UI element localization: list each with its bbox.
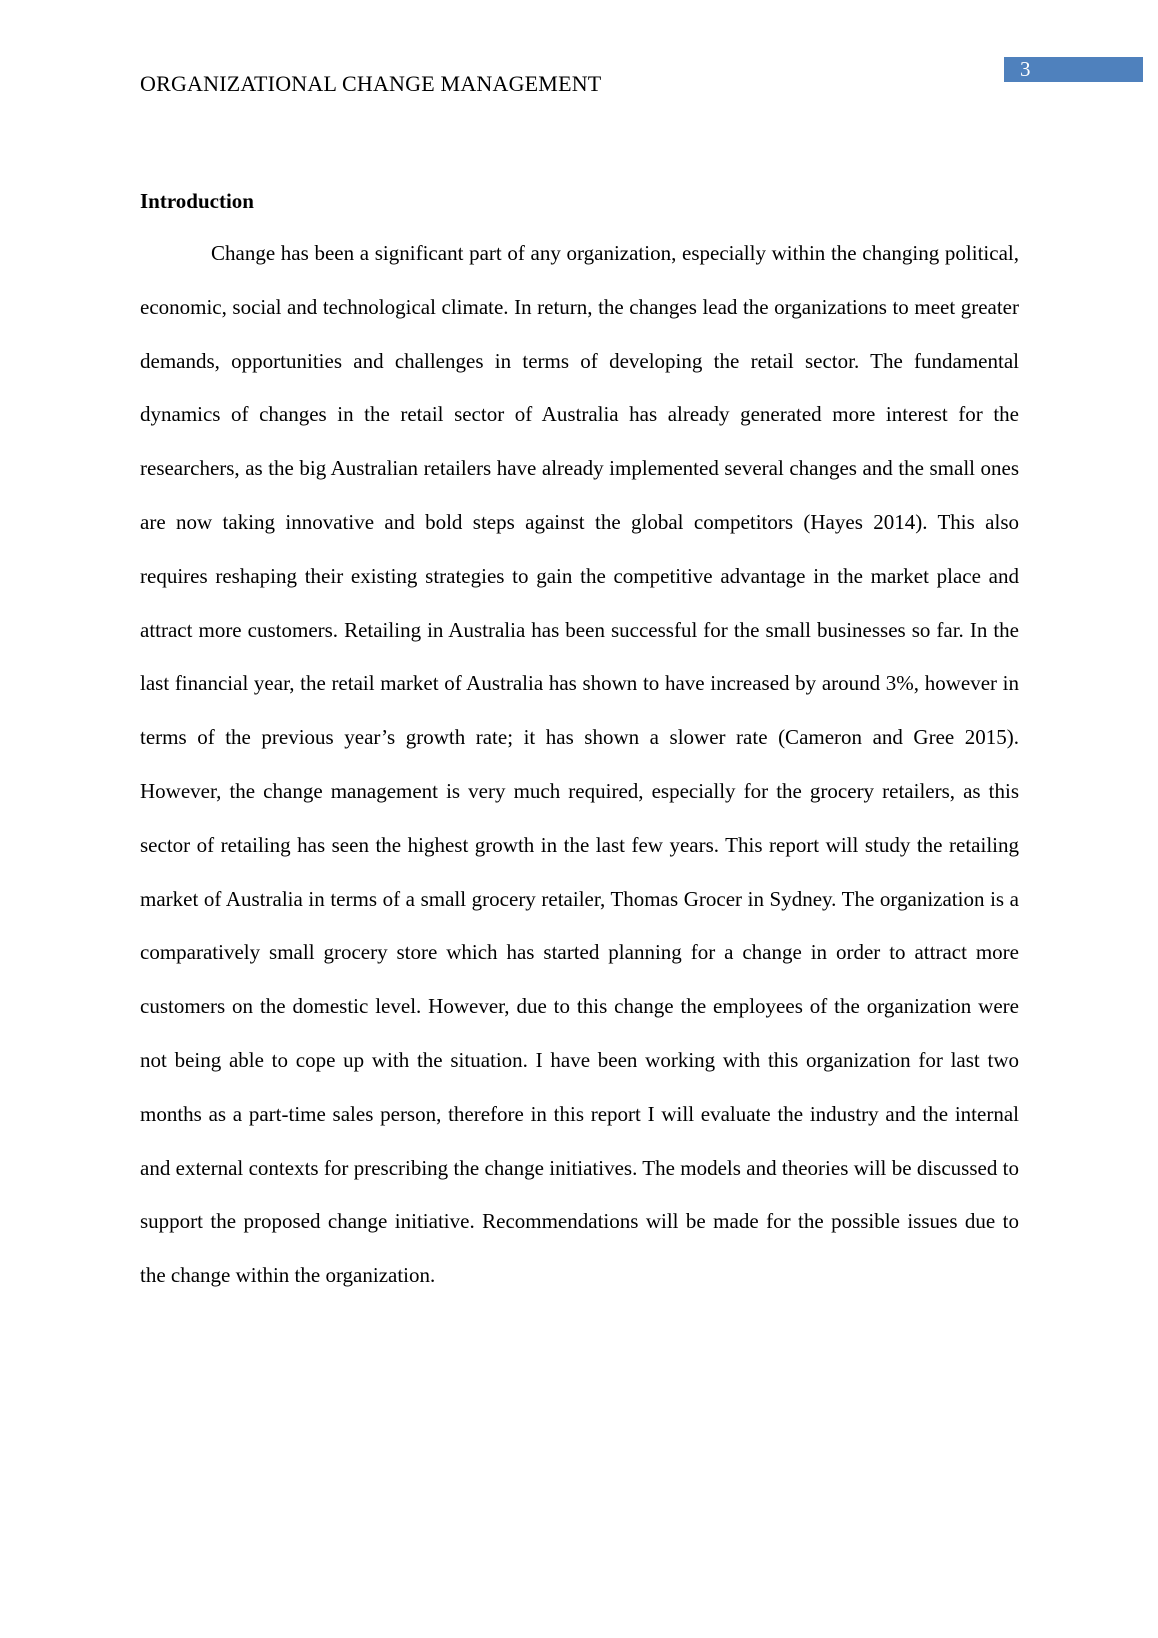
page-number-badge <box>1004 57 1143 82</box>
running-header-title: ORGANIZATIONAL CHANGE MANAGEMENT <box>140 71 602 96</box>
document-body <box>140 186 1019 1303</box>
section-heading-introduction: Introduction <box>140 189 254 213</box>
page-number: 3 <box>1020 57 1031 81</box>
introduction-paragraph: Change has been a significant part of any organization, especially within the changing political, economic, social and technological climate. In return, the changes lead the organizations to meet greater demands, opportunities and challenges in terms of developing the retail sector. The fundamental dynamics of changes in the retail sector of Australia has already generated more interest for the researchers, as the big Australian retailers have already implemented several changes and the small ones are now taking innovative and bold steps against the global competitors (Hayes 2014). This also requires reshaping their existing strategies to gain the competitive advantage in the market place and attract more customers. Retailing in Australia has been successful for the small businesses so far. In the last financial year, the retail market of Australia has shown to have increased by around 3%, however in terms of the previous year’s growth rate; it has shown a slower rate (Cameron and Gree 2015). However, the change management is very much required, especially for the grocery retailers, as this sector of retailing has seen the highest growth in the last few years. This report will study the retailing market of Australia in terms of a small grocery retailer, Thomas Grocer in Sydney. The organization is a comparatively small grocery store which has started planning for a change in order to attract more customers on the domestic level. However, due to this change the employees of the organization were not being able to cope up with the situation. I have been working with this organization for last two months as a part-time sales person, therefore in this report I will evaluate the industry and the internal and external contexts for prescribing the change initiatives. The models and theories will be discussed to support the proposed change initiative. Recommendations will be made for the possible issues due to the change within the organization. <box>140 241 1019 1288</box>
